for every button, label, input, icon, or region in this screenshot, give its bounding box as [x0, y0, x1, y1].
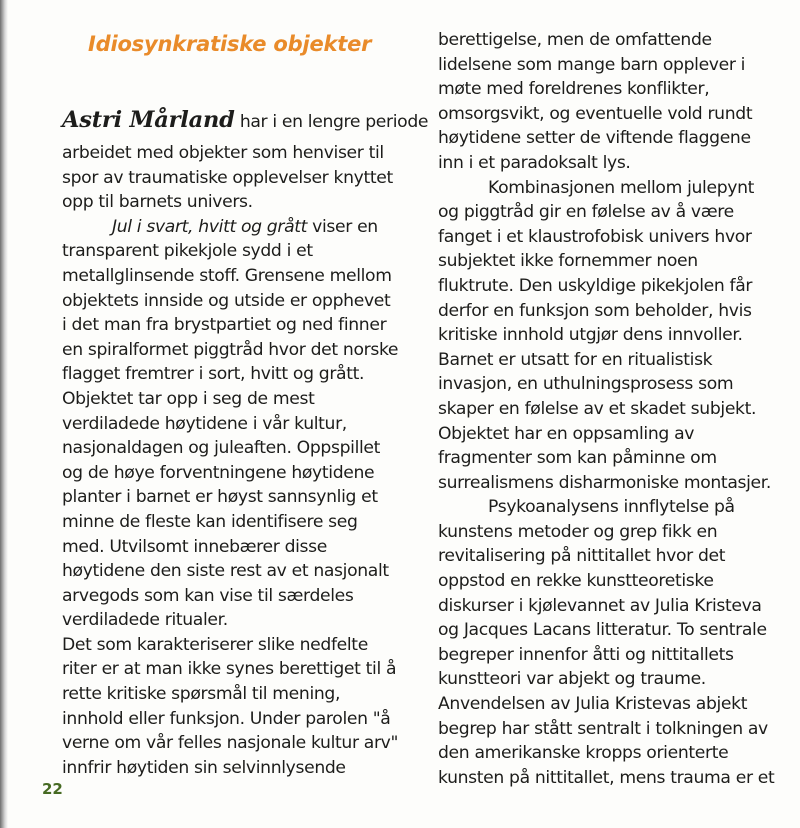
- text-line: spor av traumatiske opplevelser knyttet: [62, 167, 393, 188]
- text-line: Kombinasjonen mellom julepynt: [488, 177, 755, 198]
- text-line: verdiladede høytidene i vår kultur,: [62, 413, 347, 434]
- text-line: diskurser i kjølevannet av Julia Kristeva: [438, 595, 762, 616]
- artist-name: Astri Mårland: [62, 107, 235, 133]
- text-line: arvegods som kan vise til særdeles: [62, 585, 354, 606]
- text-line: Det som karakteriserer slike nedfelte: [62, 634, 368, 655]
- text-line: omsorgsvikt, og eventuelle vold rundt: [438, 103, 753, 124]
- text-line: kritiske innhold utgjør dens innvoller.: [438, 325, 743, 346]
- artwork-title: Jul i svart, hvitt og grått: [112, 216, 308, 237]
- text-line: surrealismens disharmoniske montasjer.: [438, 472, 772, 493]
- text-line: planter i barnet er høyst sannsynlig et: [62, 487, 378, 508]
- text-line: rette kritiske spørsmål til mening,: [62, 684, 341, 705]
- page-number: 22: [42, 780, 63, 798]
- text-line: berettigelse, men de omfattende: [438, 30, 712, 50]
- text-line: innfrir høytiden sin selvinnlysende: [62, 757, 346, 778]
- text-line: Anvendelsen av Julia Kristevas abjekt: [438, 694, 748, 715]
- text-line: nasjonaldagen og juleaften. Oppspillet: [62, 438, 381, 459]
- text-line: fragmenter som kan påminne om: [438, 448, 717, 469]
- text-line: Psykoanalysens innflytelse på: [488, 497, 735, 518]
- text-line: begreper innenfor åtti og nittitallets: [438, 644, 734, 665]
- text-line: kunstteori var abjekt og traume.: [438, 669, 706, 690]
- text-line: verne om vår felles nasjonale kultur arv": [62, 733, 399, 754]
- text-line: lidelsene som mange barn opplever i: [438, 54, 746, 75]
- text-line: med. Utvilsomt innebærer disse: [62, 536, 327, 557]
- text-line: minne de fleste kan identifisere seg: [62, 511, 358, 532]
- text-line: opp til barnets univers.: [62, 192, 253, 213]
- text-line: Objektet har en oppsamling av: [438, 423, 695, 444]
- text-line: inn i et paradoksalt lys.: [438, 152, 631, 173]
- text-line: transparent pikekjole sydd i et: [62, 241, 313, 262]
- text-line: subjektet ikke fornemmer noen: [438, 251, 698, 272]
- text-line: en spiralformet piggtråd hvor det norske: [62, 339, 399, 360]
- text-line: og de høye forventningene høytidene: [62, 462, 375, 483]
- text-line: metallglinsende stoff. Grensene mellom: [62, 265, 392, 286]
- text-line: kunsten på nittitallet, mens trauma er et: [438, 767, 775, 788]
- text-line: riter er at man ikke synes berettiget til å: [62, 659, 397, 680]
- text-line: kunstens metoder og grep fikk en: [438, 521, 718, 542]
- text-line: verdiladede ritualer.: [62, 610, 228, 631]
- text-line: revitalisering på nittitallet hvor det: [438, 546, 726, 567]
- text-line: arbeidet med objekter som henviser til: [62, 143, 384, 163]
- text-line: oppstod en rekke kunstteoretiske: [438, 571, 714, 592]
- text-line: Astri Mårland har i en lengre periode: [62, 107, 429, 133]
- text-line: Barnet er utsatt for en ritualistisk: [438, 349, 713, 370]
- text-line: objektets innside og utside er opphevet: [62, 290, 391, 311]
- page-binding-edge: [0, 0, 8, 828]
- right-text-column: [438, 28, 788, 790]
- text-line: og piggtråd gir en følelse av å være: [438, 202, 734, 223]
- text-line: i det man fra brystpartiet og ned finner: [62, 315, 387, 336]
- section-title: Idiosynkratiske objekter: [88, 32, 372, 56]
- text-line: begrep har stått sentralt i tolkningen av: [438, 718, 768, 739]
- text-line: innhold eller funksjon. Under parolen "å: [62, 708, 391, 729]
- left-text-column: [62, 107, 429, 780]
- text-line: invasjon, en uthulningsprosess som: [438, 374, 734, 395]
- text-line: Jul i svart, hvitt og grått viser en: [112, 216, 378, 237]
- text-line: den amerikanske kropps orienterte: [438, 743, 729, 764]
- text-line: skaper en følelse av et skadet subjekt.: [438, 398, 757, 419]
- text-line: høytidene setter de viftende flaggene: [438, 128, 751, 149]
- text-line: Objektet tar opp i seg de mest: [62, 388, 315, 409]
- text-line: flagget fremtrer i sort, hvitt og grått.: [62, 364, 365, 385]
- text-line: fanget i et klaustrofobisk univers hvor: [438, 226, 752, 247]
- text-line: møte med foreldrenes konflikter,: [438, 79, 710, 100]
- text-line: høytidene den siste rest av et nasjonalt: [62, 561, 389, 582]
- text-line: derfor en funksjon som beholder, hvis: [438, 300, 752, 321]
- text-line: og Jacques Lacans litteratur. To sentrale: [438, 620, 767, 641]
- text-line: fluktrute. Den uskyldige pikekjolen får: [438, 275, 753, 296]
